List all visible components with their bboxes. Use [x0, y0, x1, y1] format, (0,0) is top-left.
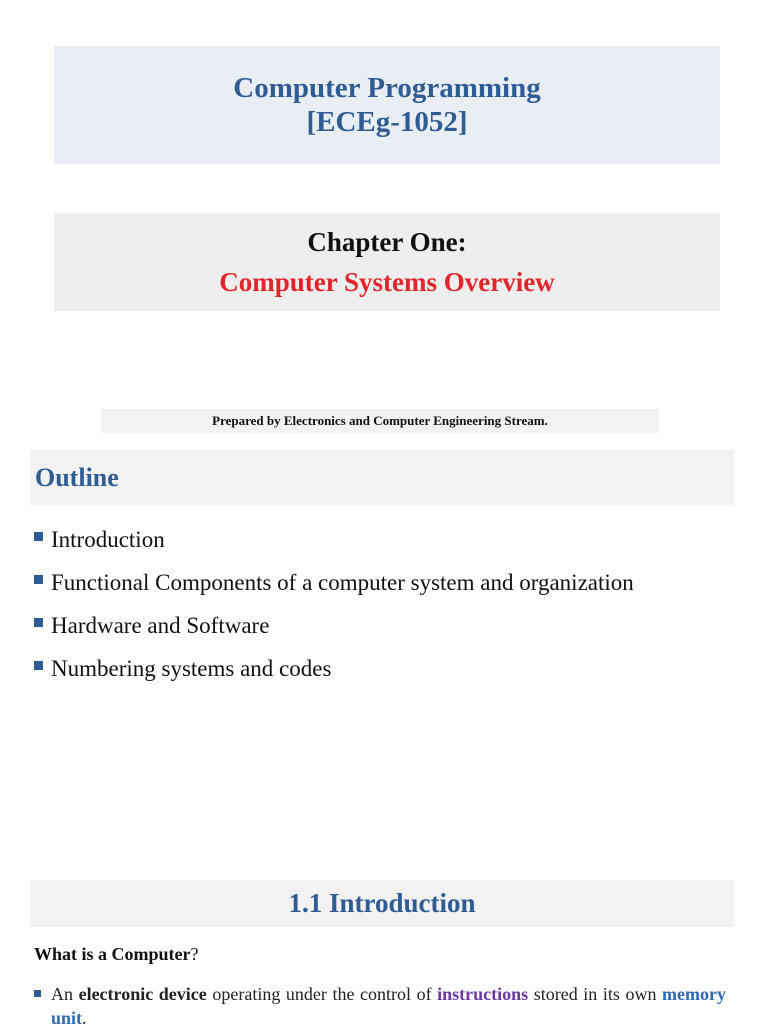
square-bullet-icon: [34, 661, 43, 670]
outline-item-label: Introduction: [51, 527, 165, 552]
text-fragment: stored in its own: [528, 984, 663, 1004]
instructions-term: instructions: [437, 984, 529, 1004]
outline-item-label: Numbering systems and codes: [51, 656, 332, 681]
outline-item: [34, 518, 754, 561]
square-bullet-icon: [34, 990, 41, 997]
outline-item: [34, 647, 754, 690]
text-fragment: An: [51, 984, 79, 1004]
question-bold: What is a Computer: [34, 944, 191, 964]
course-title-box: [54, 46, 720, 164]
chapter-name: Computer Systems Overview: [219, 267, 555, 297]
question-mark: ?: [190, 944, 199, 964]
square-bullet-icon: [34, 618, 43, 627]
course-code: [ECEg-1052]: [306, 106, 468, 138]
introduction-heading: 1.1 Introduction: [30, 880, 734, 927]
square-bullet-icon: [34, 532, 43, 541]
outline-item: [34, 561, 754, 604]
outline-list: [34, 518, 754, 690]
intro-paragraph-text: [51, 982, 726, 1030]
outline-item-label: Hardware and Software: [51, 613, 270, 638]
square-bullet-icon: [34, 575, 43, 584]
text-fragment: operating under the control of: [206, 984, 438, 1004]
outline-heading: Outline: [30, 450, 734, 505]
text-fragment: .: [82, 1008, 87, 1028]
memory-unit-term: memory unit: [51, 984, 726, 1028]
question-text: [34, 944, 199, 965]
chapter-label: Chapter One:: [307, 227, 467, 257]
outline-item-label: Functional Components of a computer system and organization: [51, 570, 634, 595]
course-title: Computer Programming: [233, 72, 541, 104]
prepared-by-note: Prepared by Electronics and Computer Engineering Stream.: [101, 409, 659, 433]
intro-paragraph: [34, 982, 726, 1030]
chapter-title-box: [54, 213, 720, 311]
electronic-device-term: electronic device: [78, 984, 207, 1004]
outline-item: [34, 604, 754, 647]
